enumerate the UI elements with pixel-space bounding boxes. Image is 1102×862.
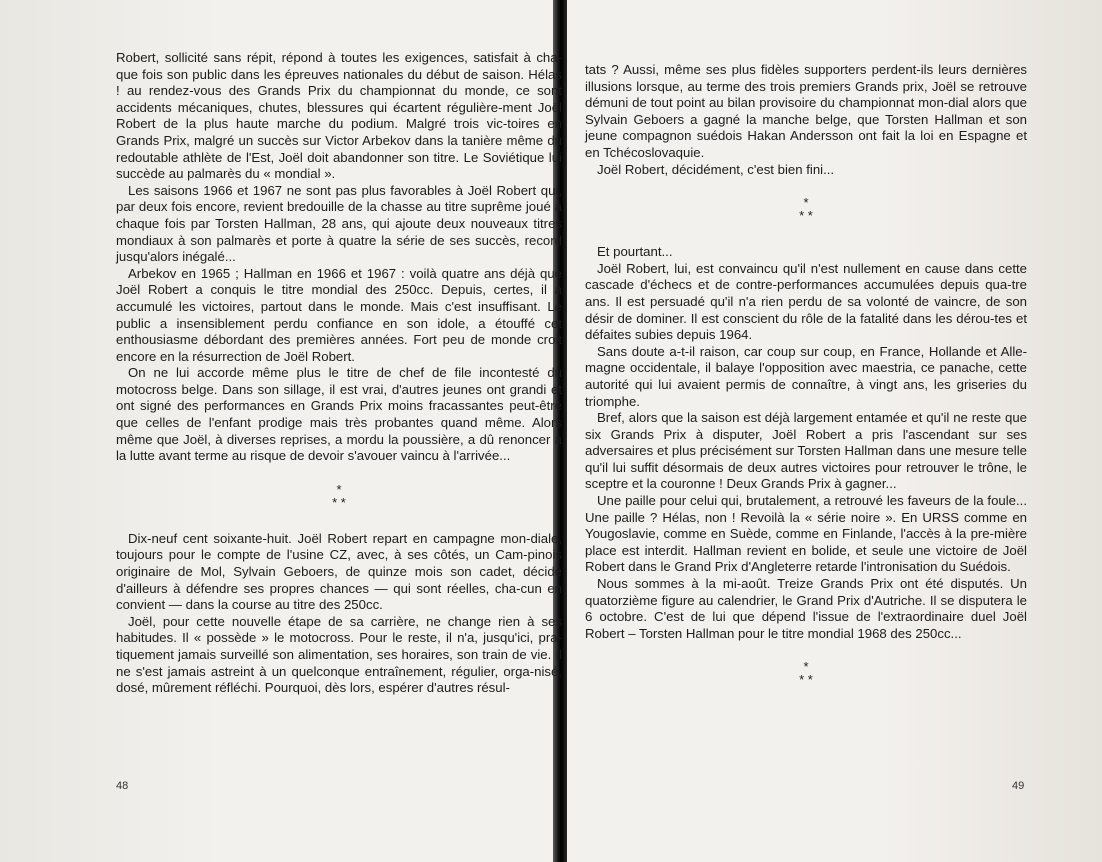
right-paragraph: Nous sommes à la mi-août. Treize Grands Prix ont été disputés. Un quatorzième figure au calendrier, le Grand Prix d'Autriche. Il se disputera le 6 octobre. C'est de lui que dépend l'issue de l'extraordinaire duel Joël Robert – Torsten Hallman pour le titre mondial 1968 des 250cc... xyxy=(585,576,1027,641)
separator-stars: * * xyxy=(799,672,813,688)
separator-star: * xyxy=(803,195,809,211)
left-paragraph: Joël, pour cette nouvelle étape de sa carrière, ne change rien à ses habitudes. Il « possède » le motocross. Pour le reste, il n'a, jusqu'ici, pra-tiquement jamais surveillé son alimentation, ses horaires, son train de vie. Il ne s'est jamais astreint à un quelconque entraînement, régulier, orga-nisé, dosé, mûrement réfléchi. Pourquoi, dès lors, espérer d'autres résul- xyxy=(116,613,562,696)
left-paragraph: Les saisons 1966 et 1967 ne sont pas plus favorables à Joël Robert qui, par deux fois encore, revient bredouille de la chasse au titre suprême joué à chaque fois par Torsten Hallman, 28 ans, qui ajoute deux nouveaux titres mondiaux à son palmarès et porte à quatre la série de ses succès, record jusqu'alors inégalé... xyxy=(116,182,562,265)
right-paragraph: tats ? Aussi, même ses plus fidèles supporters perdent-ils leurs dernières illusions lorsque, au terme des trois premiers Grands prix, Joël se retrouve démuni de tout point au bilan provisoire du championnat mon-dial alors que Sylvain Geboers a gagné la manche belge, que Torsten Hallman et son jeune compagnon suédois Hakan Andersson ont fait la loi en Espagne et en Tchécoslovaquie. xyxy=(585,62,1027,160)
section-separator xyxy=(585,196,1027,222)
right-paragraph: Et pourtant... xyxy=(597,244,673,260)
right-paragraph: Bref, alors que la saison est déjà largement entamée et qu'il ne reste que six Grands Prix à disputer, Joël Robert a pris l'ascendant sur ses adversaires et plus précisément sur Torsten Hallman dans une mesure telle qu'il lui suffit désormais de deux autres victoires pour retrouver le trône, le sceptre et la couronne ! Deux Grands Prix à gagner... xyxy=(585,410,1027,492)
separator-stars: * * xyxy=(332,494,346,510)
page-number-left: 48 xyxy=(116,780,129,792)
separator-star: * xyxy=(803,659,809,675)
left-paragraph: Robert, sollicité sans répit, répond à toutes les exigences, satisfait à cha-que fois son public dans les épreuves nationales du début de saison. Hélas ! au rendez-vous des Grands Prix du championnat du monde, ce sont accidents mécaniques, chutes, blessures qui écartent régulière-ment Joël Robert de la plus haute marche du podium. Malgré trois vic-toires en Grands Prix, malgré un succès sur Victor Arbekov dans la tanière même du redoutable athlète de l'Est, Joël doit abandonner son titre. Le Soviétique lui succède au palmarès du « mondial ». xyxy=(116,50,562,182)
right-paragraph: Sans doute a-t-il raison, car coup sur coup, en France, Hollande et Alle-magne occidentale, il balaye l'opposition avec maestria, ce panache, cette autorité qui lui avaient permis de connaître, à vingt ans, les griseries du triomphe. xyxy=(585,343,1027,409)
right-page-text xyxy=(585,62,1027,708)
right-paragraph: Joël Robert, lui, est convaincu qu'il n'est nullement en cause dans cette cascade d'échecs et de contre-performances accumulées depuis qua-tre ans. Il est persuadé qu'il n'a rien perdu de sa volonté de vaincre, de son désir de dominer. Il est conscient du rôle de la fatalité dans les dérou-tes et défaites subies depuis 1964. xyxy=(585,260,1027,343)
right-paragraph: Joël Robert, décidément, c'est bien fini... xyxy=(597,161,835,177)
section-separator xyxy=(116,483,562,509)
left-paragraph: Arbekov en 1965 ; Hallman en 1966 et 1967 : voilà quatre ans déjà que Joël Robert a conquis le titre mondial des 250cc. Depuis, certes, il a accumulé les victoires, partout dans le monde. Mais c'est insuffisant. Le public a insensiblement perdu confiance en son idole, a étouffé cet enthousiasme débordant des premières années. Fort peu de monde croit encore en la résurrection de Joël Robert. xyxy=(116,265,562,364)
left-paragraph: Dix-neuf cent soixante-huit. Joël Robert repart en campagne mon-diale, toujours pour le compte de l'usine CZ, avec, à ses côtés, un Cam-pinois originaire de Mol, Sylvain Geboers, de quinze mois son cadet, décidé d'ailleurs à défendre ses propres chances — qui sont réelles, cha-cun en convient — dans la course au titre des 250cc. xyxy=(116,530,562,613)
right-paragraph: Une paille pour celui qui, brutalement, a retrouvé les faveurs de la foule... Une paille ? Hélas, non ! Revoilà la « série noire ». En URSS comme en Yougoslavie, comme en Suède, comme en Finlande, l'accès à la pre-mière place est interdit. Hallman revient en bolide, et seule une victoire de Joël Robert dans le Grand Prix d'Angleterre retarde l'intronisation du Suédois. xyxy=(585,493,1027,575)
left-paragraph: On ne lui accorde même plus le titre de chef de file incontesté du motocross belge. Dans son sillage, il est vrai, d'autres jeunes ont grandi et ont signé des performances en Grands Prix moins fracassantes peut-être que celles de l'enfant prodige mais très probantes quand même. Alors même que Joël, à diverses reprises, a mordu la poussière, a dû renoncer à la lutte avant terme au risque de devoir s'avouer vaincu à l'arrivée... xyxy=(116,365,562,464)
section-separator xyxy=(585,660,1027,686)
left-page-text xyxy=(116,50,562,697)
page-number-right: 49 xyxy=(1012,780,1025,792)
separator-star: * xyxy=(336,481,342,497)
separator-stars: * * xyxy=(799,208,813,224)
